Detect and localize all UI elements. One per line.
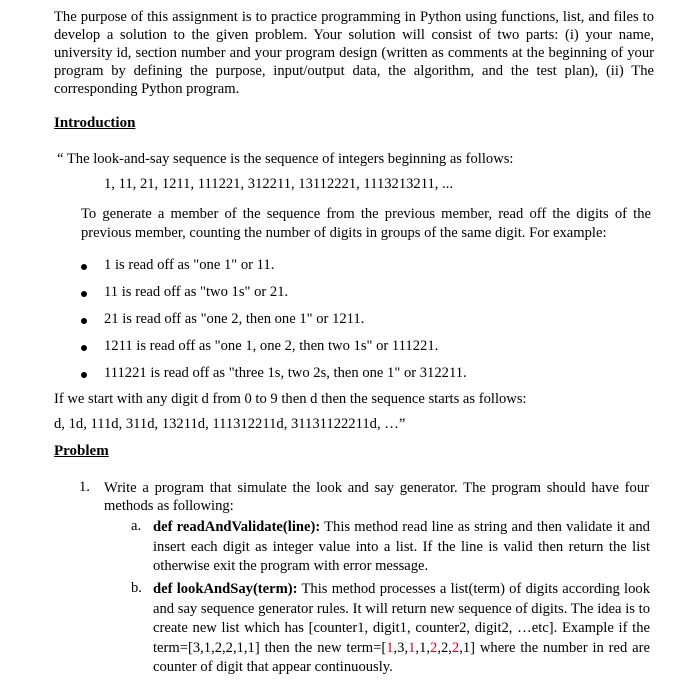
sub-item-b-text: This method processes a list(term) of digits according look and say sequence generator rules. It will return new sequence of digits. The idea is to create new list which has [counter1, digit1, counter2, digit2, …etc]. Example if the term=[3,1,2,2,1,1] then the new term=[ (153, 581, 651, 656)
bullet-icon (81, 264, 87, 270)
bullet-icon (81, 372, 87, 378)
red-counter: 1 (386, 639, 394, 656)
problem-item-text: Write a program that simulate the look and say generator. The program should have four methods as following: (104, 480, 649, 514)
bullet-icon (81, 345, 87, 351)
sub-item-a-text: This method read line as string and then validate it and insert each digit as integer value into a list. If the line is valid then return the list otherwise exit the program with error message. (153, 519, 650, 575)
bullet-text: 21 is read off as "one 2, then one 1" or 1211. (104, 311, 365, 327)
red-counter: 2 (451, 639, 460, 656)
sub-item-label-b: b. (131, 580, 142, 596)
term-digit: ,3, (393, 639, 409, 656)
term-digit-tail: ,1] where the number in red are counter of digit that appear continuously. (153, 639, 650, 676)
method-signature-read-and-validate: def readAndValidate(line): (153, 519, 321, 535)
generate-explanation: To generate a member of the sequence from the previous member, read off the digits of the previous member, counting the number of digits in groups of the same digit. For example: (81, 206, 651, 241)
red-counter: 2 (430, 639, 438, 656)
bullet-text: 1 is read off as "one 1" or 11. (104, 257, 275, 273)
start-digit-line: If we start with any digit d from 0 to 9 then d then the sequence starts as follows: (54, 391, 527, 407)
bullet-icon (81, 318, 87, 324)
bullet-text: 111221 is read off as "three 1s, two 2s, then one 1" or 312211. (104, 365, 467, 381)
d-sequence-line: d, 1d, 111d, 311d, 13211d, 111312211d, 31131122211d, …” (54, 416, 406, 432)
look-and-say-sequence: 1, 11, 21, 1211, 111221, 312211, 13112221, 1113213211, ... (104, 176, 454, 192)
quote-opening-line: “ The look-and-say sequence is the sequence of integers beginning as follows: (57, 151, 514, 167)
problem-heading: Problem (54, 443, 109, 459)
bullet-text: 11 is read off as "two 1s" or 21. (104, 284, 289, 300)
list-number: 1. (79, 479, 90, 495)
bullet-text: 1211 is read off as "one 1, one 2, then two 1s" or 111221. (104, 338, 439, 354)
bullet-icon (81, 291, 87, 297)
introduction-heading: Introduction (54, 115, 136, 131)
intro-paragraph: The purpose of this assignment is to practice programming in Python using functions, list, and files to develop a solution to the given problem. Your solution will consist of two parts: (i) your name, university id, section number and your program design (written as comments at the beginning of your program by defining the purpose, input/output data, the algorithm, and the test plan), (ii) The corresponding Python program. (54, 9, 654, 97)
term-digit: ,1, (415, 639, 431, 656)
sub-item-a (153, 518, 650, 577)
term-digit: ,2, (437, 639, 452, 656)
sub-item-label-a: a. (131, 518, 142, 534)
red-counter: 1 (408, 639, 416, 656)
sub-item-b (153, 580, 650, 678)
method-signature-look-and-say: def lookAndSay(term): (153, 581, 298, 597)
